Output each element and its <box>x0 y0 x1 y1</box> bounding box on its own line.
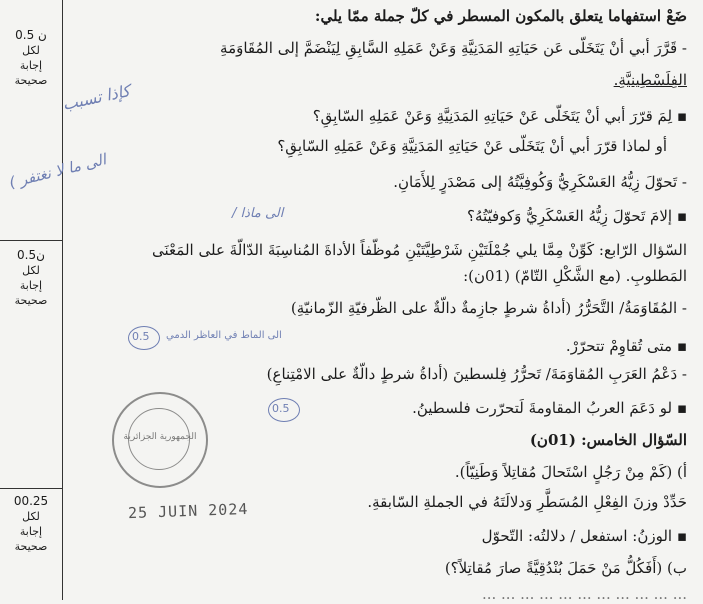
score-note: لكل <box>22 44 40 57</box>
score-note: إجابة <box>19 59 43 72</box>
score-block-1 <box>0 28 62 88</box>
question-line: حَدِّدْ وزنَ الفِعْلِ المُسَطَّرِ وَدلالَتَهُ في الجملةِ السّابقةِ. <box>367 493 687 511</box>
score-note: صحيحة <box>14 294 48 307</box>
score-block-2 <box>0 248 62 308</box>
grade-mark: 0.5 <box>132 330 150 343</box>
answer-line: أو لماذا قرّرَ أبي أنْ يَتَخَلّى عَنْ حَيَاتِهِ المَدَنِيَّةِ وَعَنْ عَمَلِهِ السّابِقِ؟ <box>277 137 667 155</box>
sentence-line: - المُقَاوَمَةُ/ التَّحَرُّرُ (أداةُ شرطٍ جازِمةٌ دالّةٌ على الظّرفيّةِ الزّمانيّةِ) <box>290 299 687 317</box>
score-note: صحيحة <box>14 74 48 87</box>
question-heading <box>70 240 687 260</box>
score-points: 0.5 ن <box>15 28 47 42</box>
sentence-line: الفِلَسْطِينيَّةِ. <box>613 71 687 89</box>
score-points: 00.25 <box>13 494 49 508</box>
question-4-text: السّؤال الرّابع: كَوِّنْ مِمَّا يلي جُمْلَتَيْنِ شَرْطِيَّتَيْنِ مُوظّفاً الأداةَ المُناسِبَةَ الدّالّةَ على المَعْنَى <box>152 241 687 259</box>
cutoff-line: ... ... ... ... ... ... ... ... ... ... ... <box>481 585 687 603</box>
score-column <box>0 0 63 600</box>
score-note: لكل <box>22 264 40 277</box>
score-note: لكل <box>22 510 40 523</box>
score-divider <box>0 488 62 489</box>
answer-line: ▪ متى تُقاوِمْ تتحرّرْ. <box>565 337 687 355</box>
sentence-line: - تَحوّلَ زِيُّهُ العَسْكَرِيُّ وَكُوفِيَّتُهُ إلى مَصْدَرٍ لِلأَمَانِ. <box>393 173 687 191</box>
question-line: المَطلوبِ. (مع الشَّكْلِ التّامّ) (01ن): <box>463 267 687 285</box>
handwritten-note: / الى ماذا <box>232 206 284 221</box>
sentence-line: - دَعْمُ العَرَبِ المُقاوَمَةَ/ تَحرُّرُ فِلسطينَ (أداةُ شرطٍ دالّةٌ على الامْتِناعِ) <box>266 365 687 383</box>
answer-line: ▪ إلامَ تَحوّلَ زِيُّهُ العَسْكَرِيُّ وَكوفيّتُهُ؟ <box>467 207 687 225</box>
instruction-line: ضَعْ استفهاما يتعلق بالمكون المسطر في كلّ جملة ممّا يلي: <box>314 7 687 25</box>
sentence-line: أ) (كَمْ مِنْ رَجُلٍ اسْتَحالَ مُقاتِلاً وَطَنِيّاً). <box>454 463 687 481</box>
date-stamp: 25 JUIN 2024 <box>127 499 249 523</box>
grade-mark: 0.5 <box>272 402 290 415</box>
answer-line: ▪ لو دَعَمَ العربُ المقاومةَ لَتحرّرت فلسطينُ. <box>412 399 687 417</box>
handwritten-note: كإذا تسبب <box>60 81 132 114</box>
handwritten-note: الى الماط في العاظر الدمي <box>166 330 282 341</box>
sentence-line: - قَرَّرَ أبي أنْ يَتَخَلّى عَن حَيَاتِهِ المَدَنِيَّةِ وَعَنْ عَمَلِهِ السَّابِقِ لِيَنْضَمَّ إلى المُقَاوَمَةِ <box>220 39 687 57</box>
answer-line: ▪ لِمَ قرّرَ أبي أنْ يَتَخَلّى عَنْ حَيَاتِهِ المَدَنِيَّةِ وَعَنْ عَمَلِهِ السّابِقِ؟ <box>312 107 687 125</box>
sentence-line: ب) (أَفَكُلُّ مَنْ حَمَلَ بُنْدُقِيَّةً صارَ مُقاتِلاً؟) <box>444 559 687 577</box>
score-divider <box>0 240 62 241</box>
question-heading: السّؤال الخامس: (01ن) <box>529 431 687 449</box>
official-seal <box>112 392 208 488</box>
score-note: إجابة <box>19 525 43 538</box>
score-block-3 <box>0 494 62 554</box>
score-note: صحيحة <box>14 540 48 553</box>
seal-text: الجمهورية الجزائرية <box>123 432 197 442</box>
score-points: 0.5ن <box>17 248 45 262</box>
score-note: إجابة <box>19 279 43 292</box>
handwritten-note: ( الى ما لا نغتفر <box>7 150 108 192</box>
answer-line: ▪ الوزنُ: استفعل / دلالتُه: التّحوّل <box>481 527 687 545</box>
